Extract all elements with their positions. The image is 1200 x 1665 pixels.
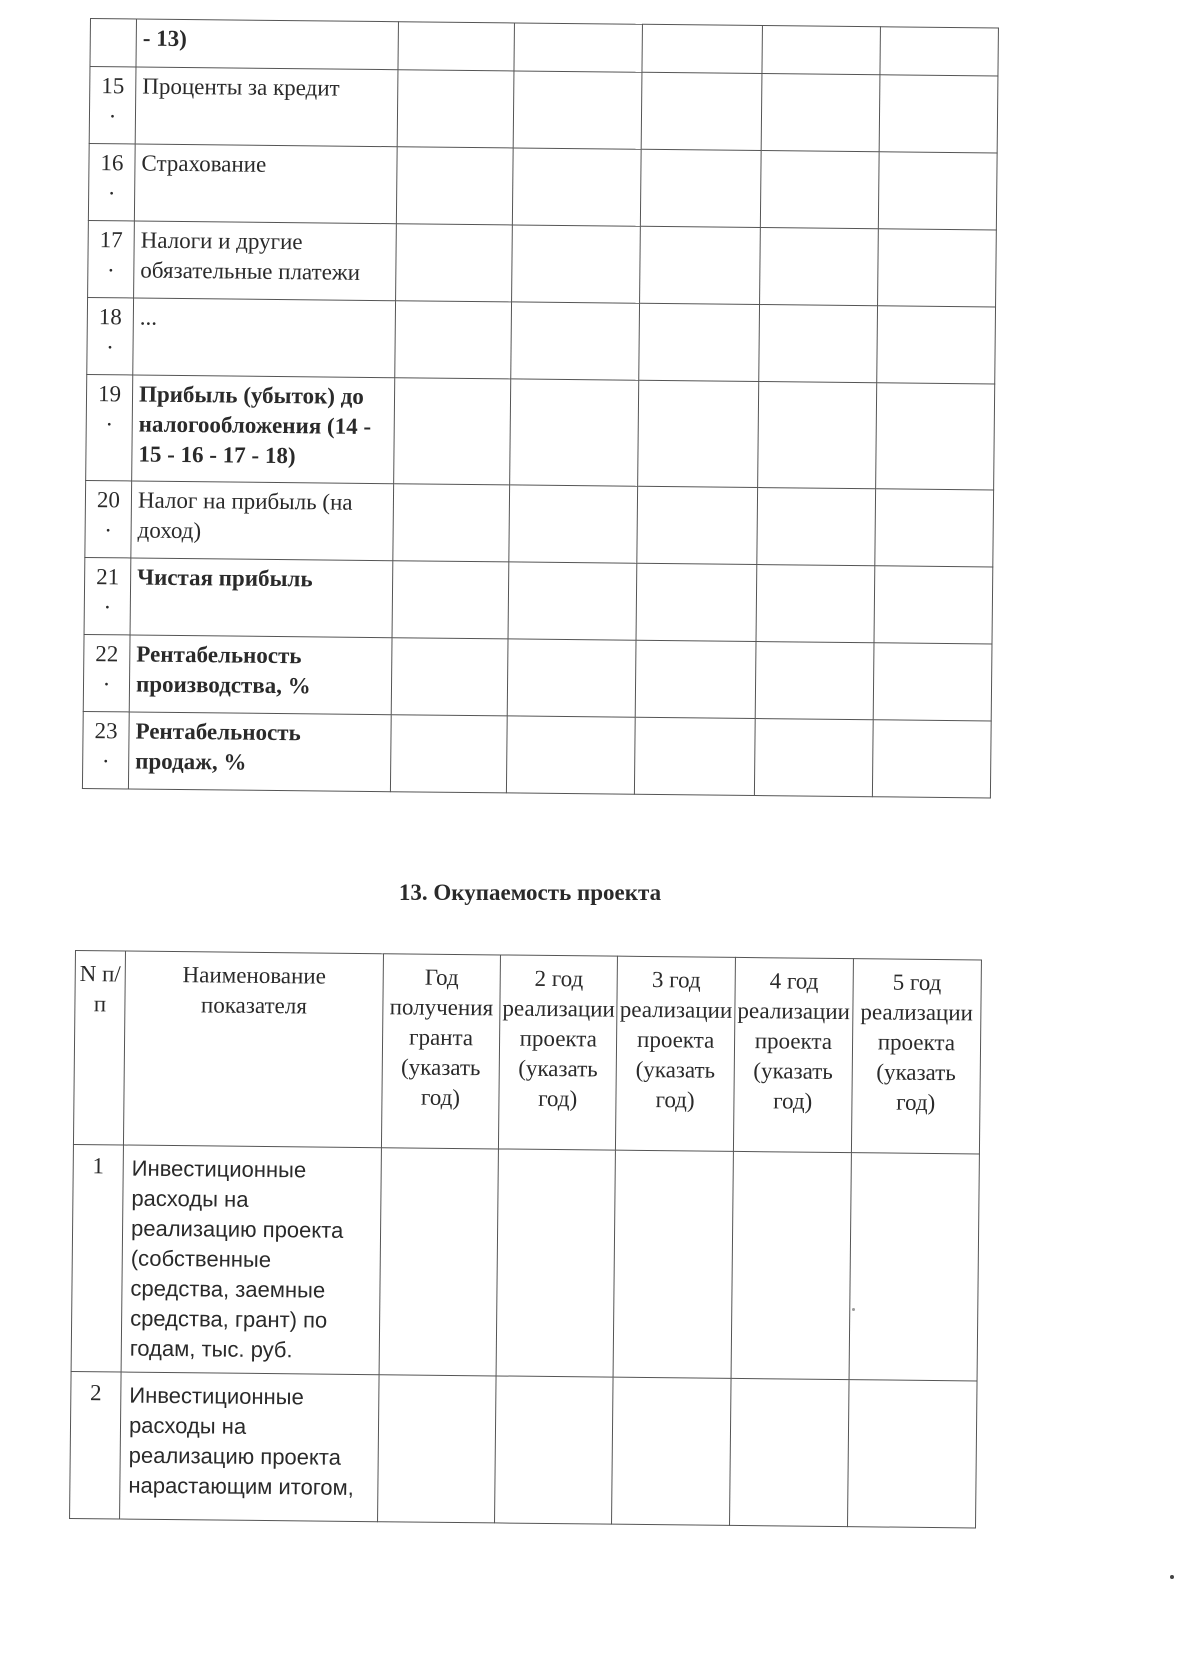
value-cell (640, 149, 761, 227)
header-cell-indicator: Наименование показателя (123, 951, 383, 1148)
indicator-name-cell: - 13) (136, 19, 398, 70)
value-cell (879, 75, 998, 153)
value-cell (757, 488, 876, 566)
header-cell-year-5: 5 год реализации проекта (указать год) (851, 959, 981, 1154)
value-cell (878, 152, 997, 230)
value-cell (398, 22, 514, 71)
row-number-cell: 15 . (89, 67, 136, 144)
indicator-name-cell: ... (133, 298, 396, 378)
value-cell (847, 1380, 977, 1528)
value-cell (495, 1376, 614, 1524)
value-cell (379, 1148, 498, 1376)
value-cell (496, 1149, 616, 1377)
value-cell (731, 1151, 851, 1379)
header-cell-year-4: 4 год реализации проекта (указать год) (733, 957, 853, 1152)
row-number-cell: 21 . (84, 557, 131, 634)
indicator-name-cell: Налоги и другие обязательные платежи (134, 221, 397, 301)
value-cell (872, 720, 991, 798)
table-row (82, 711, 991, 798)
header-cell-year-3: 3 год реализации проекта (указать год) (616, 956, 735, 1151)
header-cell-year-1: Год получения гранта (указать год) (381, 954, 500, 1149)
table-row (71, 1144, 979, 1380)
section-title: 13. Окупаемость проекта (398, 880, 662, 905)
value-cell (758, 382, 877, 489)
table-row (89, 67, 998, 154)
value-cell (876, 383, 995, 490)
value-cell (639, 303, 760, 381)
indicator-name-cell: Чистая прибыль (130, 558, 393, 638)
value-cell (509, 485, 638, 563)
row-number-cell: 22 . (83, 634, 130, 711)
value-cell (612, 1377, 731, 1525)
value-cell (875, 489, 994, 567)
value-cell (638, 380, 759, 487)
value-cell (514, 23, 642, 72)
value-cell (759, 305, 878, 383)
value-cell (395, 301, 512, 379)
value-cell (642, 24, 762, 73)
value-cell (510, 379, 639, 486)
value-cell (396, 147, 513, 225)
value-cell (877, 306, 996, 384)
value-cell (641, 72, 762, 150)
value-cell (390, 715, 507, 793)
table-row (88, 143, 997, 230)
value-cell (762, 26, 880, 75)
table-row (88, 220, 997, 307)
row-number-cell: 19 . (86, 374, 133, 480)
value-cell (634, 717, 755, 795)
scan-speck (852, 1308, 855, 1311)
table-row (86, 374, 995, 490)
value-cell (873, 643, 992, 721)
table-row (84, 557, 993, 644)
row-number-cell: 18 . (87, 297, 134, 374)
value-cell (392, 561, 509, 639)
value-cell (849, 1153, 979, 1381)
row-number-cell: 20 . (85, 480, 132, 557)
value-cell (511, 302, 640, 380)
value-cell (760, 228, 879, 306)
value-cell (754, 719, 873, 797)
value-cell (640, 226, 761, 304)
value-cell (874, 566, 993, 644)
table-row (83, 634, 992, 721)
indicator-name-cell: Рентабельность продаж, % (128, 712, 391, 792)
indicator-name-cell: Рентабельность производства, % (129, 635, 392, 715)
value-cell (507, 639, 636, 717)
value-cell (396, 224, 513, 302)
value-cell (755, 642, 874, 720)
table-row (87, 297, 996, 384)
row-number-cell: 16 . (88, 143, 135, 220)
indicator-name-cell: Прибыль (убыток) до налогообложения (14 - 15 - 16 - 17 - 18) (132, 375, 395, 484)
value-cell (378, 1375, 497, 1523)
header-cell-number: N п/п (73, 951, 125, 1146)
value-cell (880, 27, 998, 76)
row-number-cell: 17 . (88, 220, 135, 297)
value-cell (760, 151, 879, 229)
indicator-name-cell: Страхование (134, 144, 397, 224)
indicator-name-cell: Инвестиционные расходы на реализацию проекта нарастающим итогом, (120, 1372, 380, 1522)
financial-results-table (82, 18, 999, 798)
row-number-cell: 1 (71, 1144, 123, 1372)
value-cell (878, 229, 997, 307)
header-cell-year-2: 2 год реализации проекта (указать год) (498, 955, 617, 1150)
scan-speck (1170, 1575, 1174, 1579)
value-cell (729, 1378, 849, 1526)
value-cell (636, 563, 757, 641)
row-number-cell: 2 (70, 1371, 122, 1519)
value-cell (635, 640, 756, 718)
indicator-name-cell: Инвестиционные расходы на реализацию проекта (собственные средства, заемные средства, грант) по годам, тыс. руб. (121, 1145, 381, 1375)
value-cell (394, 378, 511, 485)
indicator-name-cell: Налог на прибыль (на доход) (131, 481, 394, 561)
indicator-name-cell: Проценты за кредит (135, 67, 398, 147)
value-cell (761, 74, 880, 152)
value-cell (397, 70, 514, 148)
value-cell (512, 225, 641, 303)
value-cell (513, 71, 642, 149)
table-row (70, 1371, 977, 1527)
value-cell (756, 565, 875, 643)
table-row (85, 480, 994, 567)
value-cell (508, 562, 637, 640)
value-cell (637, 486, 758, 564)
value-cell (613, 1150, 733, 1378)
table-header-row (73, 951, 981, 1154)
row-number-cell: 23 . (82, 711, 129, 788)
value-cell (512, 148, 641, 226)
value-cell (393, 484, 510, 562)
row-number-cell (90, 19, 137, 67)
value-cell (391, 638, 508, 716)
project-payback-table (69, 950, 982, 1528)
value-cell (506, 716, 635, 794)
